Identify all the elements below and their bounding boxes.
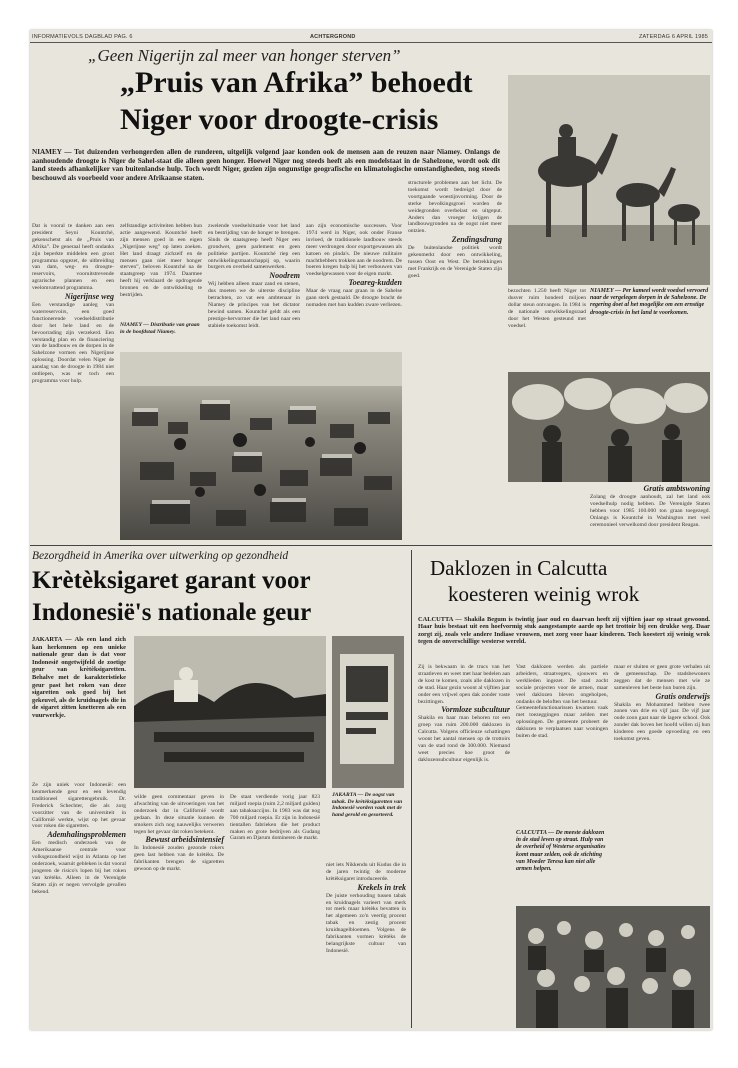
niger-kicker: „Geen Nigerijn zal meer van honger sterven” (88, 46, 401, 65)
niger-col-6b-text: Zolang de droogte aanhoudt, zal het land ook voedselhulp nodig hebben. De Verenigde Staten hebben voor 1985 160.000 ton graan toegezegd. Onlangs is Kountché in Washington met veel ceremonieel verwelkomd door president Reagan. (590, 493, 710, 528)
niger-subhead-noodrem: Noodrem (269, 271, 300, 281)
indonesia-col-3-text: De staat verdiende vorig jaar 823 miljard roepia (ruim 2,2 miljard gulden) aan tabaksaccijns. In 1983 was dat nog 700 miljard roepia. Er zijn in Indonesië tientallen fabrieken die het product maken en grote bedrijven als Gudang Garam en Djarum domineren de markt. (230, 794, 320, 842)
calcutta-headline-1: Daklozen in Calcutta (430, 556, 608, 580)
calcutta-col-1 (418, 664, 510, 1028)
header-rule (30, 42, 712, 43)
niger-subhead-nigerijnse-weg: Nigerijnse weg (64, 292, 114, 302)
indonesia-col-4b-text: De juiste verhouding tussen tabak en kruidnagels varieert van merk tot merk maar krètèks bevatten in het algemeen zo'n veertig procent tabak en zestig procent kruidnagelbloemen. Volgens de fabrikanten vormen krètèks de belangrijkste cultuur van Indonesië. (326, 892, 406, 954)
niger-col-5b-text: De buitenlandse politiek wordt gekenmerkt door een ontwikkeling, tussen Oost en West. De betrekkingen met Frankrijk en de Verenigde Staten zijn goed. (408, 245, 502, 279)
indonesia-tabak-photo (134, 636, 326, 788)
niger-col-4 (306, 223, 402, 345)
page-header-section: ACHTERGROND (310, 34, 356, 40)
niger-subhead-toeareg: Toeareg-kudden (348, 278, 402, 288)
calcutta-col-2 (516, 664, 608, 828)
indonesia-col-2 (134, 794, 224, 1028)
indonesia-col-1b-text: Een medisch onderzoek van de Amerikaanse centrale voor volksgezondheid wijst in Atlanta op het onderzoek, waaruit gebleken is dat vooral jongeren de risico's lopen bij het roken van krètèks. Alleen in de Verenigde Staten zijn er negen vervolgde gevallen bekend. (32, 840, 126, 895)
calcutta-col-1b-text: Shakila en haar man behoren tot een groep van ruim 200.000 daklozen in Calcutta. Volgens officieuze schattingen woont het aantal mensen op de trottoirs van de stad rond de 300.000. Niemand weet precies hoe groot de daklozensubcultuur eigenlijk is. (418, 715, 510, 763)
indonesia-col-1-text: Ze zijn uniek voor Indonesië: een kenmerkende geur en een levendig traditioneel sigarettengebruik. Dr. Frederick Schechter, die als zorg voorzitter van de universiteit in Californië werkte, wijst op het gevaar voor roken die sigaretten. (32, 782, 126, 830)
indonesia-col-2-text: wilde geen commentaar geven in afwachting van de uitvoeringen van het onderzoek dat in Californië wordt gedaan. In deze situatie kunnen de smokers zich nog nauwelijks verweren tegen het gevaar dat roken betekent. (134, 794, 224, 835)
niger-col-6 (508, 288, 586, 350)
section-divider (30, 545, 712, 546)
calcutta-headline-2: koesteren weinig wrok (448, 582, 640, 606)
tobacco-harvest-image (134, 636, 326, 788)
niger-col-1-text: Dat is vooral te danken aan een president Seyni Kountché, gekenschetst als de „Pruis van Afrika”. De generaal heeft ondanks zijn beperkte middelen een groot programma opgezet, de uitbreiding van dam, weg- en droogte-reservoirs, vooruitstrevende agrarische plannen en een veelomvattend programma. (32, 223, 114, 292)
calcutta-col-2-text: Vast daklozen werden als partiele arbeiders, straatvegers, sjouwers en werklieden ingezet. De stad zocht sociale projecten voor de armen, maar veel daklozen bleven ongeholpen, ondanks de beloften van het bestuur. (516, 664, 608, 705)
niger-market-photo (508, 372, 710, 482)
indonesia-cigarette-photo (332, 636, 404, 788)
column-divider (411, 550, 412, 1028)
niger-camel-caption-text: NIAMEY — Per kameel wordt voedsel vervoerd naar de vergelegen dorpen in de Sahelzone. De regering doet al het mogelijke om een ernstige droogte-crisis in het land te voorkomen. (590, 288, 709, 316)
calcutta-col-1-text: Zij is bekwaam in de trucs van het straatleven en weet met haar bedelen aan de kost te komen, zoals alle daklozen in de stad. Haar gezin woont al vijftien jaar onder een vrijwel open dak zonder vaste bezittingen. (418, 664, 510, 705)
calcutta-col-3-text: maar er sluiten er geen grote verhalen uit de gemeenschap. De stadsbewoners zeggen dat de mensen met wie ze samenleven het beste hun buren zijn. (614, 664, 710, 691)
niger-col-6b (590, 486, 710, 542)
calcutta-col-3 (614, 664, 710, 902)
calcutta-subhead-vormloos: Vormloze subcultuur (441, 705, 510, 715)
niger-col-3b-text: Wij hebben alleen maar zand en stenen, dus moeten we de uiterste discipline betrachten, zo vat een ambtenaar in Niamey de principes van het dictator bewind samen. Kountché geldt als een prestige-hervormer die het land naar een stabiele toekomst leidt. (208, 281, 300, 329)
niger-village-photo (120, 352, 402, 540)
indonesia-headline-2: Indonesië's nationale geur (32, 599, 312, 626)
indonesia-col-2b-text: In Indonesië zouden gezonde rokers geen last hebben van de krètèks. De fabrikanten brengen de sigaretten gewoon op de markt. (134, 845, 224, 873)
indonesia-subhead-adem: Ademhalingsproblemen (47, 830, 126, 840)
niger-col-2 (120, 223, 202, 318)
niger-col-3 (208, 223, 300, 345)
calcutta-crowd-photo (516, 906, 710, 1028)
indonesia-caption (332, 792, 406, 856)
niger-subhead-zendingsdrang: Zendingsdrang (451, 235, 502, 245)
page-header-date: ZATERDAG 6 APRIL 1985 (638, 34, 708, 40)
indonesia-kicker: Bezorgdheid in Amerika over uitwerking op gezondheid (32, 550, 289, 562)
niger-col-5-text: structurele problemen aan het licht. De toekomst wordt bedreigd door de voortgaande woestijnvorming. Door de sterke bevolkingsgroei worden de weidegronden overbelast en uitgeput. Anders dan vroeger krijgen de landbouwgronden na de oogst niet meer ontzien. (408, 180, 502, 235)
newspaper-page (30, 30, 712, 1030)
niger-col-3-text: zwelende voedselsituatie voor het land en bestrijding van de honger te brengen. Sinds de staatsgreep heeft Niger een grondwet, geen parlement en geen politieke partijen. Kountché riep een ontwikkelingsmaatschappij op, waarin burgers en overheid samenwerken. (208, 223, 300, 271)
indonesia-col-1 (32, 782, 126, 1028)
indonesia-subhead-arbeid: Bewust arbeidsintensief (145, 835, 224, 845)
calcutta-caption-text: CALCUTTA — De meeste daklozen in de stad leven op straat. Hulp van de overheid of Westerse organisaties komt maar zelden, ook de stichting van Moeder Teresa kan niet alle armen helpen. (516, 830, 606, 873)
cigarette-package-image (332, 636, 404, 788)
indonesia-lead: JAKARTA — Als een land zich kan herkennen op een unieke nationale geur dan is dat voor Indonesië ongetwijfeld de zoetige geur van krètèksigaretten. Behalve met de karakteristieke geur past het roken van deze sigaretten ook goed bij het gekeuvel, als de kruidnagels die in de sigaret zitten knetteren als een vuurwerkje. (32, 636, 126, 719)
calcutta-subhead-onderwijs: Gratis onderwijs (655, 691, 710, 701)
street-crowd-image (516, 906, 710, 1028)
grain-market-image (508, 372, 710, 482)
calcutta-caption (516, 830, 608, 900)
niger-col-2-text: zelfstandige activiteiten hebben hun actie aangewend. Kountché heeft zijn mensen goed in een eigen „Nigerijnse weg” op laten zoeken. Het land draagt zichzelf en de mensen gaan niet meer honger sterven”, beloven Kountché na de staatsgreep van 1974. Daarmee heeft hij verklaard de opdrogende bronnen en de ontwikkeling te bestrijden. (120, 223, 202, 299)
indonesia-col-3 (230, 794, 320, 1028)
niger-col-4-text: aan zijn economische successen. Voor 1974 werd in Niger, ook onder Franse invloed, de traditionele landbouw steeds meer verdrongen door exportgewassen als katoen en pinda's. De nieuwe militaire machthebbers trokken aan de noodrem. De boeren kregen hulp bij het verbouwen van voedselgewassen voor de eigen markt. (306, 223, 402, 278)
village-aerial-image (120, 352, 402, 540)
calcutta-col-3b-text: Shakila en Mohammed hebben twee zonen van drie en vijf jaar. De vijf jaar oude zoon gaat naar de lagere school. Ook zonder dak boven het hoofd willen zij hun kinderen een goede opvoeding en een toekomst geven. (614, 701, 710, 743)
niger-camel-photo (508, 75, 710, 285)
niger-col-6-text: bezochten 1.250 heeft Niger tot dusver ruim honderd miljoen dollar steun ontvangen. In 1984 is de nationale ontwikkelingsraad door het Westen gesteund met voedsel. (508, 288, 586, 329)
indonesia-caption-text: JAKARTA — De oogst van tabak. De krètèksigaretten van Indonesië worden vaak met de hand gerold en gesorteerd. (332, 792, 403, 818)
niger-subhead-ambtswoning: Gratis ambtswoning (643, 484, 710, 493)
indonesia-subhead-krekels: Krekels in trek (357, 882, 406, 892)
niger-col-1b-text: Een verstandige aanleg van waterreservoirs, een goed functionerende voedseldistributie door het hele land en de bevoorrading zijn verzekerd. Een verstandig plan en de financiering van de landbouw en de dorpen in de Sahelzone vormen een Nigerijnse oplossing. Doordat velen Niger de aanslag van de droogte in 1984 niet ontliepen, was er toch een programma voor hulp. (32, 301, 114, 384)
niger-col-4b-text: Maar de vraag naar graan in de Sahelse gaan sterk gestaald. De droogte bracht de nomaden met hun kudden zware verliezen. (306, 288, 402, 308)
niger-col-5 (408, 180, 502, 540)
niger-headline-2: Niger voor droogte-crisis (120, 103, 439, 136)
niger-headline-1: „Pruis van Afrika” behoedt (120, 66, 473, 99)
niger-camel-caption (590, 288, 710, 350)
niger-lead: NIAMEY — Tot duizenden verhongerden allen de runderen, uitgelijk volgend jaar konden ook de mensen aan de reuzen naar Niamey. Onlangs de aanhoudende droogte is Niger de Sahel-staat die alleen geen honger. Hoewel Niger nog steeds heeft als een modelstaat in de Sahelzone, wordt ook dit land steeds afhankelijker van buitenlandse hulp. Toch wordt Niger, gezien zijn ongunstige geografische en klimatologische omstandigheden, nog steeds beschouwd als voorbeeld voor andere Afrikaanse staten. (32, 148, 500, 182)
indonesia-col-4-text: niet iets Nikkendu uit Kudus die in de jaren twintig de moderne krètèksigaret introduceerde. (326, 862, 406, 882)
calcutta-col-2b-text: Gemeentefunctionarissen kwamen vaak met toezeggingen maar zelden met oplossingen. De gemeente probeert de daklozen te verplaatsen naar woningen buiten de stad. (516, 705, 608, 740)
indonesia-headline-1: Krètèksigaret garant voor (32, 567, 311, 594)
niger-col-1 (32, 223, 114, 384)
camel-caravan-image (508, 75, 710, 285)
niger-caption-small (120, 322, 202, 346)
indonesia-col-4 (326, 862, 406, 1028)
niger-caption-small-text: NIAMEY — Distributie van graan in de hoofdstad Niamey. (120, 322, 200, 335)
calcutta-lead: CALCUTTA — Shakila Begum is twintig jaar oud en daarvan heeft zij vijftien jaar op straat gewoond. Haar huis bestaat uit een hoefvormig stuk aangestampte aarde op het trottoir bij een drukke weg. Daar zorgt zij, zoals vele andere Indiase vrouwen, met zorg voor haar kinderen. Toch koestert zij weinig wrok tegen de onverschillige westerse wereld. (418, 616, 710, 646)
page-header-left: INFORMATIEVOLS DAGBLAD PAG. 6 (32, 34, 133, 40)
